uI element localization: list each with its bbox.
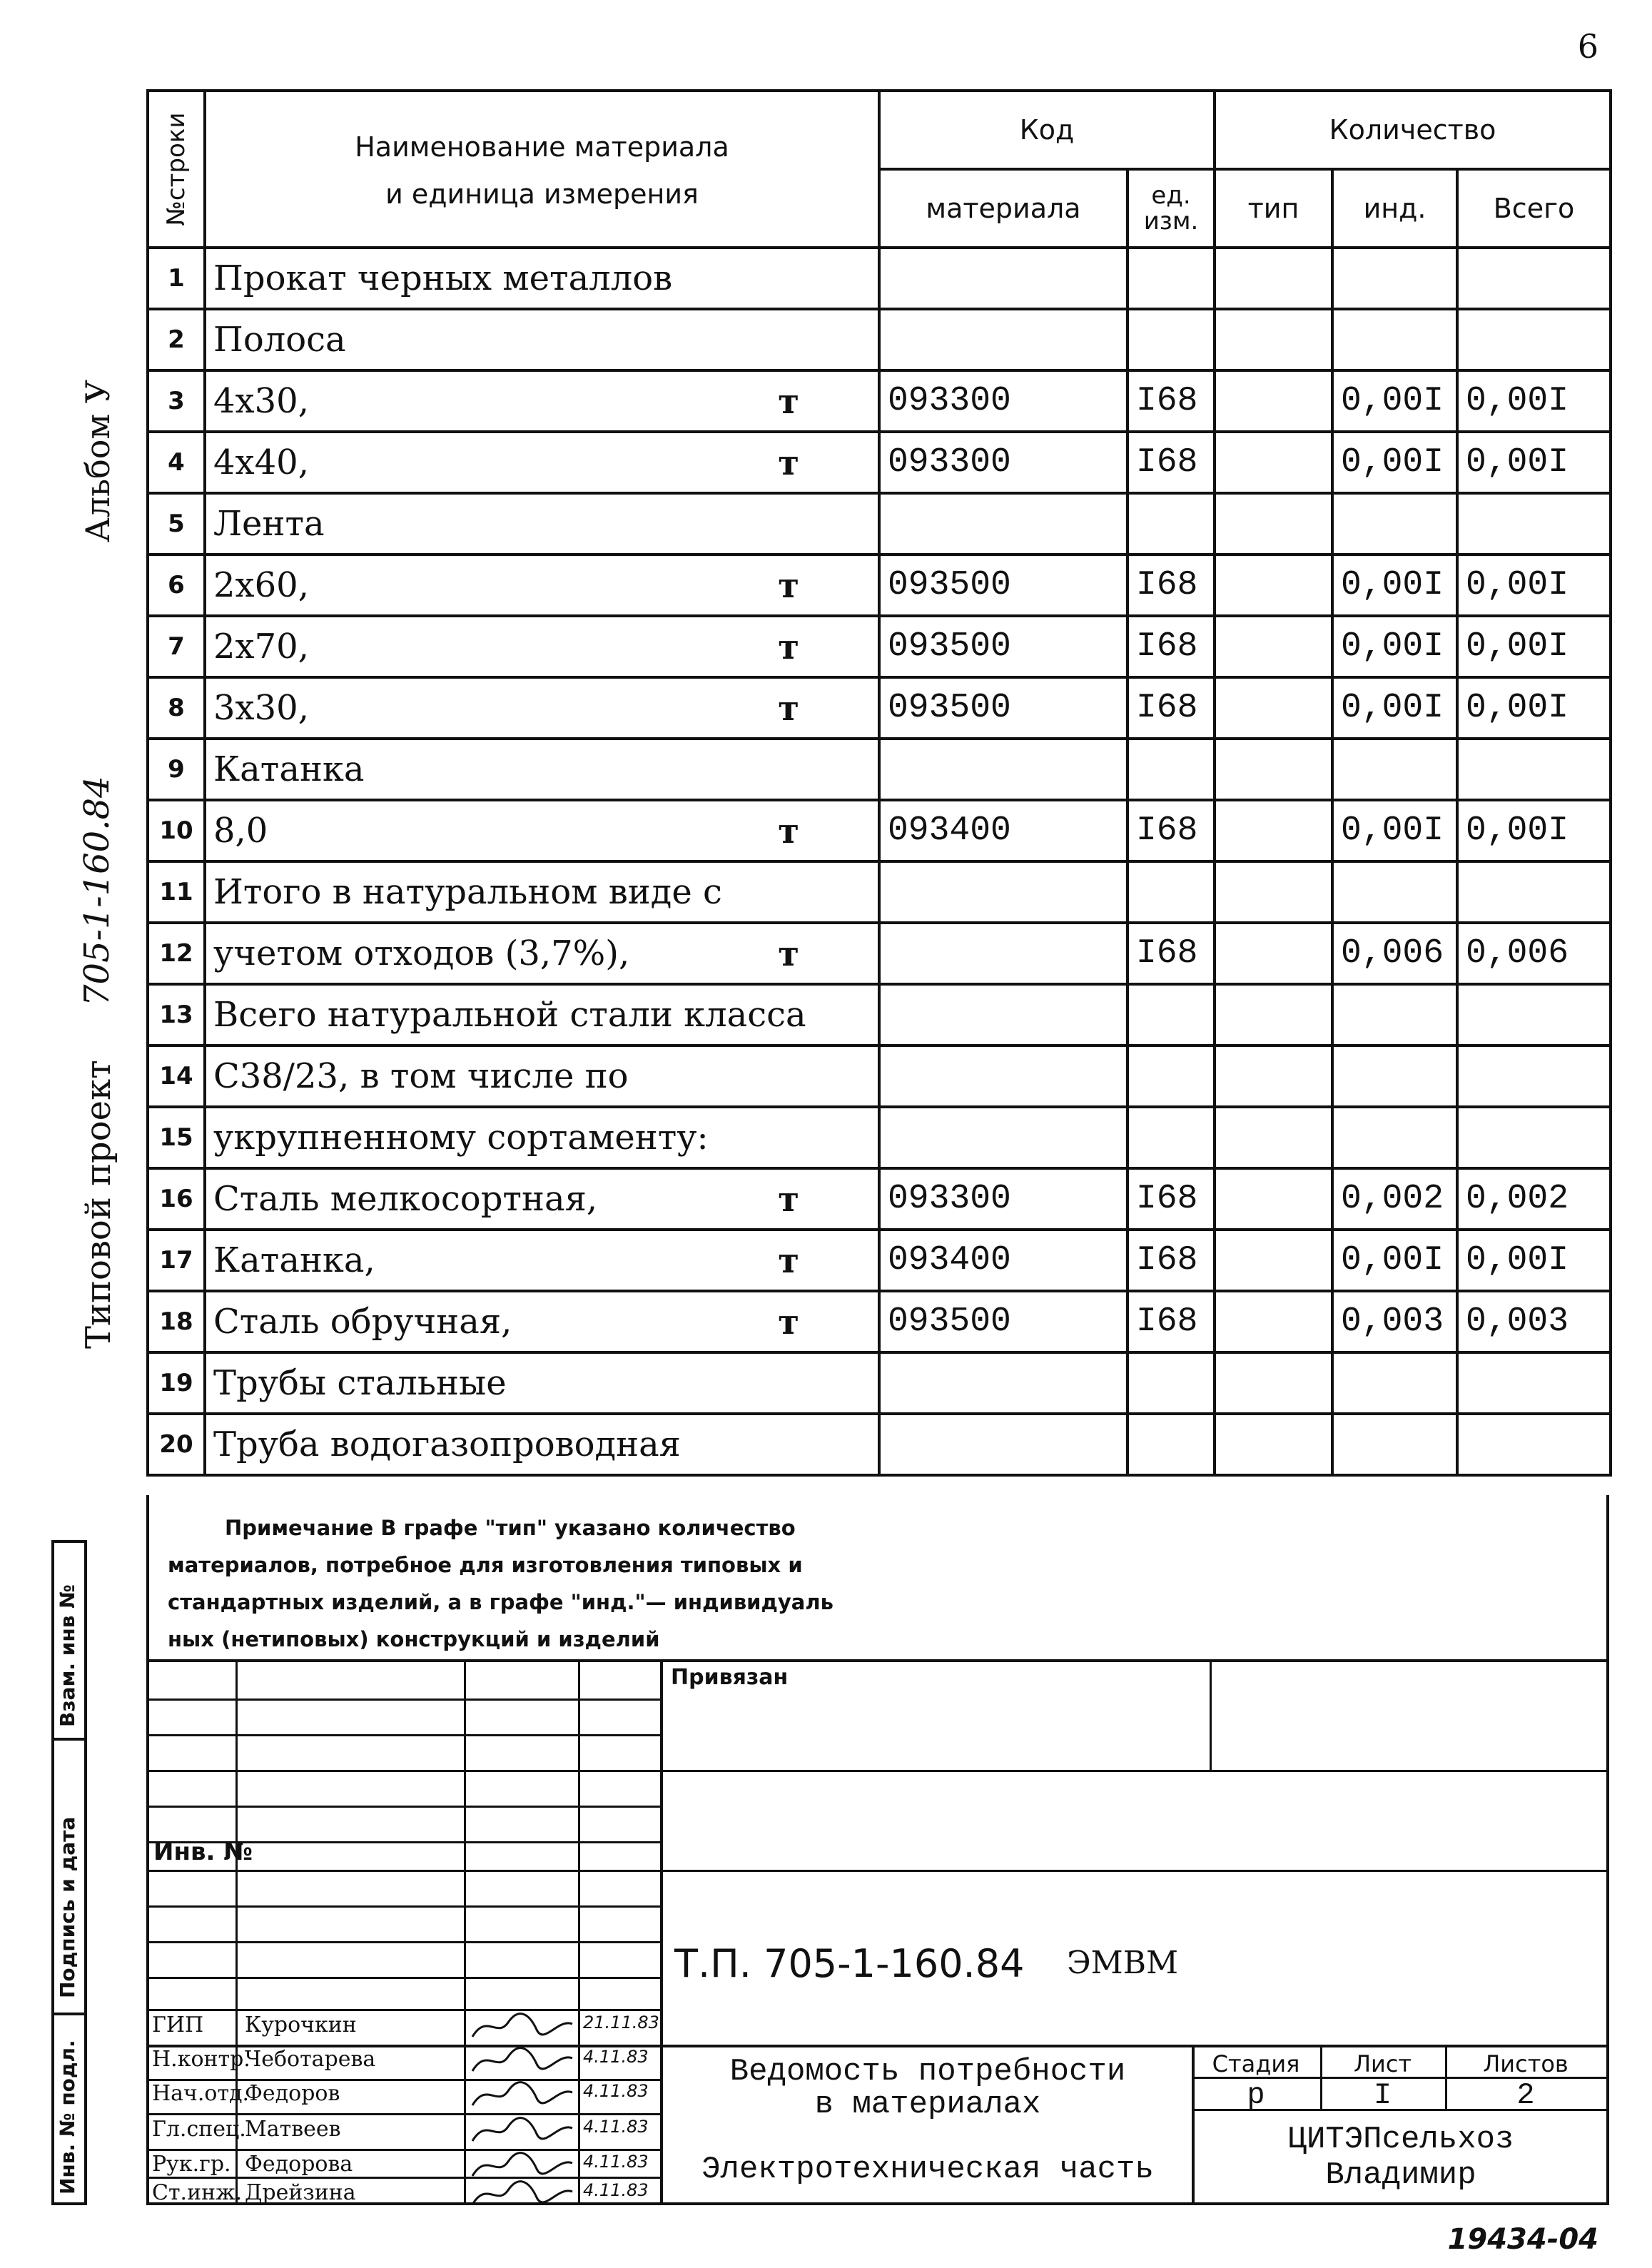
signature-mark	[469, 2044, 576, 2077]
table-row	[148, 1107, 1611, 1168]
qty-ind: 0,00I	[1332, 800, 1457, 861]
material-name-text: Катанка	[213, 749, 365, 789]
material-code	[879, 923, 1127, 984]
material-name	[205, 861, 879, 923]
material-name-text: 4х40,	[213, 442, 309, 482]
stamp-border-right	[1606, 1659, 1609, 2205]
qty-total: 0,00I	[1457, 800, 1611, 861]
row-number: 20	[148, 1414, 205, 1475]
signer-date: 4.11.83	[583, 2180, 649, 2200]
table-row	[148, 861, 1611, 923]
row-number: 7	[148, 616, 205, 677]
footer-number: 19434-04	[1447, 2223, 1598, 2256]
qty-total: 0,00I	[1457, 555, 1611, 616]
qty-total: 0,00I	[1457, 677, 1611, 739]
signer-date: 4.11.83	[583, 2081, 649, 2101]
header-ind: инд.	[1332, 169, 1457, 248]
row-number: 16	[148, 1168, 205, 1230]
unit-label: т	[778, 627, 799, 667]
stage-label: Стадия	[1212, 2050, 1300, 2077]
binding-divider	[51, 2013, 87, 2015]
binding-strip-right	[84, 1540, 87, 2205]
sheet-value: I	[1373, 2078, 1392, 2112]
page-number: 6	[1577, 27, 1598, 66]
qty-total	[1457, 984, 1611, 1046]
sheets-value: 2	[1516, 2078, 1535, 2112]
note-line: материалов, потребное для изготовления типовых и	[168, 1553, 803, 1577]
inv-no-label: Инв. №	[153, 1838, 253, 1866]
grid-line	[146, 2113, 660, 2115]
qty-ind	[1332, 1046, 1457, 1107]
header-total: Всего	[1457, 169, 1611, 248]
table-row	[148, 677, 1611, 739]
qty-type	[1215, 1168, 1332, 1230]
header-row-no: №строки	[148, 91, 205, 248]
material-name-text: Катанка,	[213, 1240, 375, 1280]
qty-type	[1215, 432, 1332, 493]
binding-label-inv: Инв. № подл.	[56, 2040, 79, 2194]
unit-code	[1127, 1352, 1215, 1414]
qty-ind	[1332, 248, 1457, 309]
material-name	[205, 370, 879, 432]
section-code: ЭМВМ	[1067, 1945, 1179, 1981]
material-name-text: 8,0	[213, 811, 268, 851]
table-row	[148, 493, 1611, 555]
grid-line	[146, 2149, 660, 2151]
qty-ind	[1332, 984, 1457, 1046]
material-name-text: Прокат черных металлов	[213, 258, 673, 298]
qty-total	[1457, 493, 1611, 555]
qty-ind: 0,002	[1332, 1168, 1457, 1230]
unit-code	[1127, 984, 1215, 1046]
unit-label: т	[778, 382, 799, 422]
qty-type	[1215, 309, 1332, 370]
qty-type	[1215, 1107, 1332, 1168]
row-number: 11	[148, 861, 205, 923]
row-number: 19	[148, 1352, 205, 1414]
qty-ind	[1332, 309, 1457, 370]
unit-code: I68	[1127, 677, 1215, 739]
material-name-text: 2х70,	[213, 627, 309, 667]
material-name	[205, 555, 879, 616]
row-number: 17	[148, 1230, 205, 1291]
grid-line	[146, 2009, 660, 2011]
frame-left	[146, 1495, 149, 1659]
unit-label: т	[778, 811, 799, 851]
material-code: 093500	[879, 1291, 1127, 1352]
material-code	[879, 309, 1127, 370]
material-name-text: Трубы стальные	[213, 1363, 507, 1403]
unit-label: т	[778, 1302, 799, 1342]
material-name-text: 3х30,	[213, 688, 309, 728]
table-row	[148, 1046, 1611, 1107]
unit-label: т	[778, 1241, 799, 1281]
material-name	[205, 800, 879, 861]
material-name-text: Сталь мелкосортная,	[213, 1179, 598, 1219]
material-code: 093500	[879, 555, 1127, 616]
note-line: Примечание В графе "тип" указано количество	[225, 1516, 796, 1540]
title-block	[146, 1659, 1609, 2205]
materials-table	[146, 89, 1612, 1477]
qty-type	[1215, 677, 1332, 739]
unit-code	[1127, 1107, 1215, 1168]
unit-code	[1127, 248, 1215, 309]
qty-ind	[1332, 1352, 1457, 1414]
unit-code	[1127, 493, 1215, 555]
binding-strip-left	[51, 1540, 54, 2205]
qty-total: 0,00I	[1457, 370, 1611, 432]
unit-label: т	[778, 566, 799, 606]
qty-type	[1215, 248, 1332, 309]
grid-line	[660, 1659, 663, 2205]
binding-divider	[51, 1540, 87, 1543]
project-label: Типовой проект	[78, 1060, 118, 1349]
material-name-text: Полоса	[213, 320, 346, 360]
material-name	[205, 1107, 879, 1168]
qty-ind: 0,00I	[1332, 616, 1457, 677]
qty-type	[1215, 1230, 1332, 1291]
header-code: Код	[879, 91, 1215, 169]
unit-label: т	[778, 1180, 799, 1220]
qty-total: 0,00I	[1457, 616, 1611, 677]
material-code: 093300	[879, 432, 1127, 493]
qty-ind	[1332, 1107, 1457, 1168]
row-number: 12	[148, 923, 205, 984]
table-row	[148, 984, 1611, 1046]
sheet-label: Лист	[1353, 2050, 1412, 2077]
material-name	[205, 984, 879, 1046]
material-name	[205, 923, 879, 984]
signer-name: Федорова	[245, 2152, 353, 2177]
table-row	[148, 432, 1611, 493]
signer-date: 4.11.83	[583, 2152, 649, 2172]
material-name	[205, 739, 879, 800]
material-name-text: 2х60,	[213, 565, 309, 605]
header-unit: ед. изм.	[1127, 169, 1215, 248]
qty-ind	[1332, 1414, 1457, 1475]
qty-total: 0,003	[1457, 1291, 1611, 1352]
binding-label-signature: Подпись и дата	[56, 1816, 79, 1998]
note	[168, 1509, 1345, 1658]
organization: ЦИТЭПсельхоз Владимир	[1287, 2122, 1514, 2193]
qty-type	[1215, 739, 1332, 800]
signature-mark	[469, 2114, 576, 2147]
material-name	[205, 1414, 879, 1475]
material-name	[205, 1291, 879, 1352]
qty-type	[1215, 370, 1332, 432]
qty-ind	[1332, 493, 1457, 555]
table-row	[148, 1230, 1611, 1291]
material-name	[205, 1168, 879, 1230]
signature-mark	[469, 2177, 576, 2210]
table-row	[148, 739, 1611, 800]
material-name	[205, 1230, 879, 1291]
binding-label-vzam: Взам. инв №	[56, 1584, 79, 1727]
qty-type	[1215, 800, 1332, 861]
row-number: 14	[148, 1046, 205, 1107]
album-label: Альбом У	[78, 379, 117, 542]
table-row	[148, 616, 1611, 677]
note-line: стандартных изделий, а в графе "инд."— индивидуаль	[168, 1590, 833, 1614]
material-code	[879, 861, 1127, 923]
grid-line	[146, 1806, 660, 1808]
unit-code	[1127, 309, 1215, 370]
qty-type	[1215, 493, 1332, 555]
row-number: 6	[148, 555, 205, 616]
qty-ind: 0,00I	[1332, 1230, 1457, 1291]
signer-name: Чеботарева	[245, 2047, 376, 2072]
unit-label: т	[778, 689, 799, 729]
table-row	[148, 1291, 1611, 1352]
material-code	[879, 1352, 1127, 1414]
table-row	[148, 248, 1611, 309]
table-row	[148, 370, 1611, 432]
qty-type	[1215, 1291, 1332, 1352]
qty-ind: 0,00I	[1332, 370, 1457, 432]
signer-date: 4.11.83	[583, 2117, 649, 2137]
material-name	[205, 616, 879, 677]
signer-name: Дрейзина	[245, 2180, 356, 2205]
unit-code: I68	[1127, 555, 1215, 616]
material-name-text: Всего натуральной стали класса	[213, 995, 806, 1035]
row-number: 9	[148, 739, 205, 800]
qty-total	[1457, 861, 1611, 923]
table-row	[148, 555, 1611, 616]
grid-line	[146, 1977, 660, 1979]
qty-total	[1457, 248, 1611, 309]
table-row	[148, 923, 1611, 984]
row-number: 15	[148, 1107, 205, 1168]
qty-type	[1215, 1046, 1332, 1107]
row-number: 2	[148, 309, 205, 370]
qty-ind	[1332, 861, 1457, 923]
qty-type	[1215, 861, 1332, 923]
qty-total: 0,00I	[1457, 1230, 1611, 1291]
qty-type	[1215, 1414, 1332, 1475]
qty-type	[1215, 1352, 1332, 1414]
row-number: 5	[148, 493, 205, 555]
material-code: 093300	[879, 370, 1127, 432]
qty-type	[1215, 984, 1332, 1046]
stamp-border-bottom	[146, 2202, 1609, 2205]
qty-total	[1457, 1046, 1611, 1107]
stage-value: р	[1247, 2078, 1265, 2112]
unit-label: т	[778, 934, 799, 974]
qty-ind: 0,00I	[1332, 555, 1457, 616]
row-number: 4	[148, 432, 205, 493]
grid-line	[1210, 1659, 1212, 1770]
binding-divider	[51, 1738, 87, 1741]
signer-role: Рук.гр.	[152, 2152, 231, 2177]
row-number: 18	[148, 1291, 205, 1352]
unit-code	[1127, 739, 1215, 800]
qty-total	[1457, 739, 1611, 800]
qty-type	[1215, 555, 1332, 616]
qty-total	[1457, 309, 1611, 370]
grid-line	[146, 1770, 1609, 1772]
material-name-text: 4х30,	[213, 381, 309, 421]
material-code	[879, 739, 1127, 800]
row-number: 8	[148, 677, 205, 739]
unit-code: I68	[1127, 923, 1215, 984]
signature-mark	[469, 2010, 576, 2042]
qty-total: 0,00I	[1457, 432, 1611, 493]
material-name-text: Лента	[213, 504, 325, 544]
grid-line	[146, 1699, 660, 1701]
frame-right	[1606, 1495, 1609, 1659]
signer-date: 21.11.83	[583, 2013, 659, 2032]
signature-mark	[469, 2078, 576, 2111]
signer-name: Матвеев	[245, 2117, 341, 2142]
qty-ind: 0,003	[1332, 1291, 1457, 1352]
material-code	[879, 493, 1127, 555]
unit-code: I68	[1127, 1291, 1215, 1352]
unit-code: I68	[1127, 432, 1215, 493]
material-code	[879, 1046, 1127, 1107]
signer-date: 4.11.83	[583, 2047, 649, 2067]
header-name: Наименование материала и единица измерения	[205, 91, 879, 248]
table-row	[148, 1168, 1611, 1230]
material-name	[205, 309, 879, 370]
document-subtitle: Электротехническая часть	[701, 2152, 1154, 2187]
note-line: ных (нетиповых) конструкций и изделий	[168, 1627, 660, 1651]
binding-divider	[51, 2202, 87, 2205]
material-name	[205, 1352, 879, 1414]
qty-total	[1457, 1352, 1611, 1414]
material-code: 093400	[879, 1230, 1127, 1291]
material-code: 093300	[879, 1168, 1127, 1230]
unit-code	[1127, 861, 1215, 923]
material-name	[205, 248, 879, 309]
qty-type	[1215, 616, 1332, 677]
unit-code: I68	[1127, 1168, 1215, 1230]
material-code	[879, 984, 1127, 1046]
material-name	[205, 432, 879, 493]
material-name-text: Труба водогазопроводная	[213, 1424, 681, 1464]
material-name	[205, 1046, 879, 1107]
header-quantity: Количество	[1215, 91, 1611, 169]
unit-code	[1127, 1046, 1215, 1107]
material-code: 093500	[879, 616, 1127, 677]
privyazan-label: Привязан	[671, 1665, 789, 1690]
qty-ind	[1332, 739, 1457, 800]
qty-type	[1215, 923, 1332, 984]
table-row	[148, 800, 1611, 861]
material-code	[879, 1107, 1127, 1168]
grid-line	[464, 1659, 466, 2205]
material-name	[205, 677, 879, 739]
signer-name: Федоров	[245, 2081, 340, 2106]
row-number: 10	[148, 800, 205, 861]
row-number: 13	[148, 984, 205, 1046]
material-code	[879, 248, 1127, 309]
qty-ind: 0,006	[1332, 923, 1457, 984]
unit-code	[1127, 1414, 1215, 1475]
unit-code: I68	[1127, 370, 1215, 432]
qty-total	[1457, 1414, 1611, 1475]
grid-line	[146, 1734, 660, 1736]
sheets-label: Листов	[1483, 2050, 1569, 2077]
material-name-text: С38/23, в том числе по	[213, 1056, 629, 1096]
document-designation: Т.П. 705-1-160.84	[674, 1941, 1025, 1986]
signer-name: Курочкин	[245, 2013, 357, 2037]
signer-role: Гл.спец.	[152, 2117, 246, 2142]
material-name-text: Сталь обручная,	[213, 1302, 512, 1342]
table-row	[148, 309, 1611, 370]
table-row	[148, 1414, 1611, 1475]
unit-code: I68	[1127, 800, 1215, 861]
material-code	[879, 1414, 1127, 1475]
qty-total	[1457, 1107, 1611, 1168]
grid-line	[146, 1941, 660, 1943]
signer-role: Н.контр.	[152, 2047, 250, 2072]
grid-line	[578, 1659, 580, 2205]
document-title: Ведомость потребности в материалах	[729, 2054, 1126, 2122]
stamp-border-left	[146, 1659, 149, 2205]
header-type: тип	[1215, 169, 1332, 248]
header-material: материала	[879, 169, 1127, 248]
material-name-text: укрупненному сортаменту:	[213, 1118, 709, 1158]
material-name	[205, 493, 879, 555]
grid-line	[146, 1905, 660, 1908]
unit-code: I68	[1127, 1230, 1215, 1291]
unit-label: т	[778, 443, 799, 483]
material-name-text: Итого в натуральном виде с	[213, 872, 722, 912]
material-code: 093500	[879, 677, 1127, 739]
project-code: 705-1-160.84	[77, 776, 117, 1006]
table-row	[148, 1352, 1611, 1414]
signer-role: ГИП	[152, 2013, 204, 2037]
material-code: 093400	[879, 800, 1127, 861]
material-name-text: учетом отходов (3,7%),	[213, 933, 630, 973]
row-number: 1	[148, 248, 205, 309]
stamp-border-top	[146, 1659, 1609, 1662]
unit-code: I68	[1127, 616, 1215, 677]
qty-total: 0,002	[1457, 1168, 1611, 1230]
row-number: 3	[148, 370, 205, 432]
signer-role: Нач.отд.	[152, 2081, 250, 2106]
qty-total: 0,006	[1457, 923, 1611, 984]
grid-line	[146, 2177, 660, 2179]
qty-ind: 0,00I	[1332, 677, 1457, 739]
signer-role: Ст.инж.	[152, 2180, 243, 2205]
grid-line	[146, 1870, 1609, 1872]
qty-ind: 0,00I	[1332, 432, 1457, 493]
